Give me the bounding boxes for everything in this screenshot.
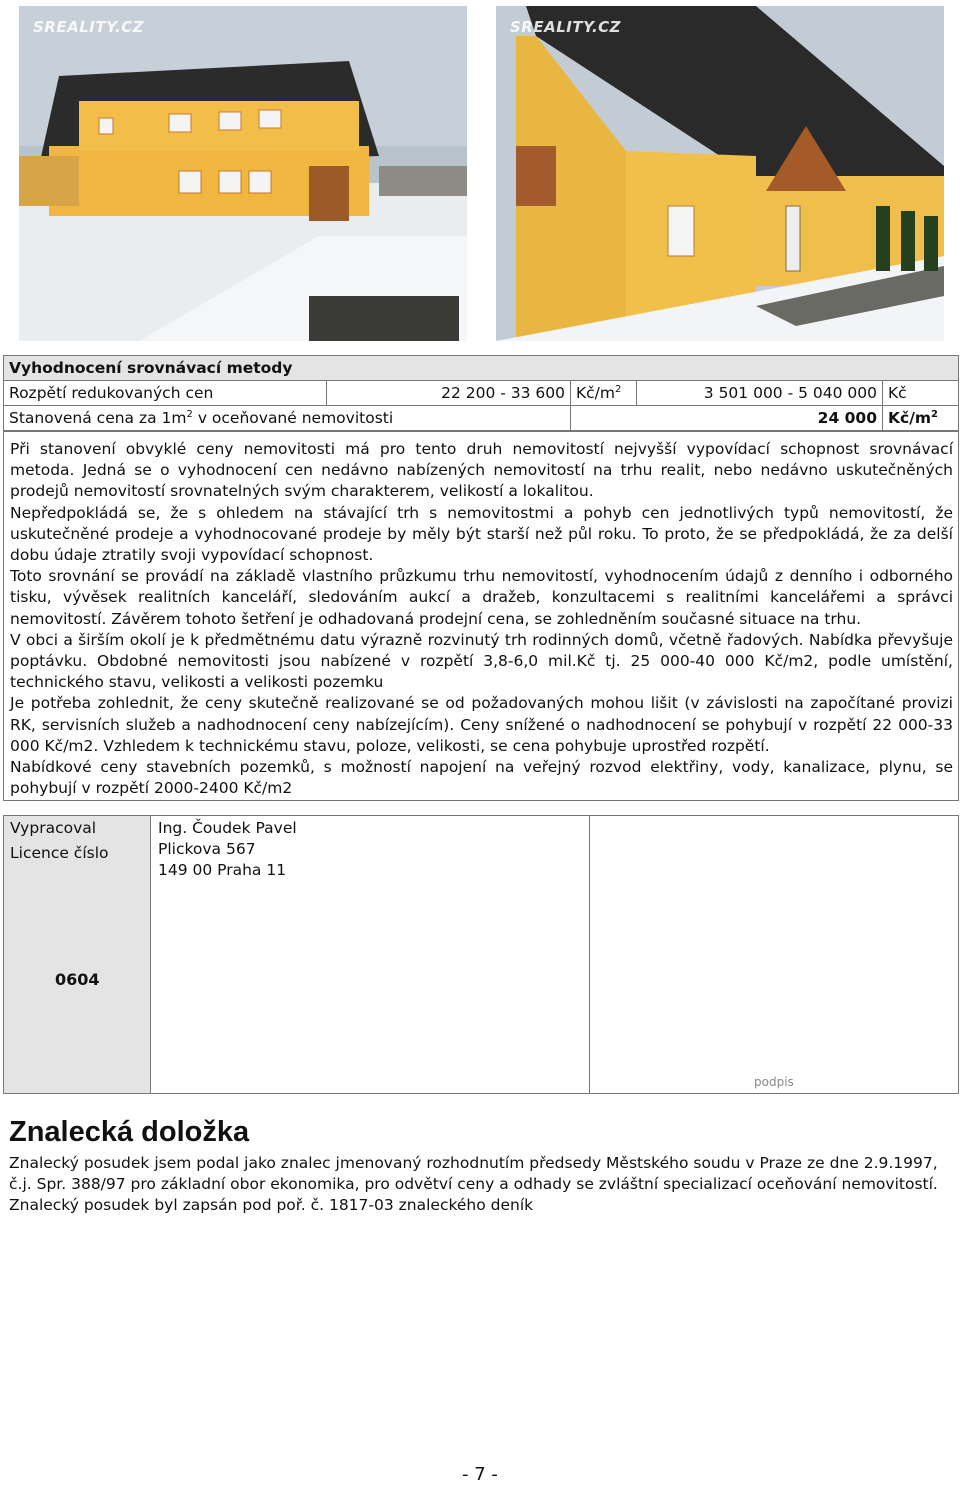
price-value: 24 000 xyxy=(571,406,883,431)
expert-clause-text xyxy=(9,1153,944,1217)
label-column xyxy=(4,816,151,1093)
description-paragraph: Nepředpokládá se, že s ohledem na stávající trh s nemovitostmi a pohyb cen jednotlivých typů nemovitostí, že uskutečněné prodeje a vyhodnocované prodeje by měly být starší než půl roku. To proto, že se předpokládá, že za delší dobu údaje ztratily svoji vypovídací schopnost. xyxy=(10,503,953,565)
watermark: SREALITY.CZ xyxy=(510,18,622,36)
clause-line: Znalecký posudek jsem podal jako znalec jmenovaný rozhodnutím předsedy Městského soudu v Praze ze dne 2.9.1997, xyxy=(9,1154,938,1172)
page-number: - 7 - xyxy=(462,1464,498,1485)
watermark: SREALITY.CZ xyxy=(33,18,145,36)
description-paragraph: Toto srovnání se provádí na základě vlastního průzkumu trhu nemovitostí, vyhodnocením údajů z denního i odborného tisku, vývěsek realitních kanceláří, sledováním aukcí a dražeb, konzultacemi s realitními kancelářemi a správci nemovitostí. Závěrem tohoto šetření je odhadovaná prodejní cena, se zohledněním současné situace na trhu. xyxy=(10,567,953,628)
description-paragraph: Při stanovení obvyklé ceny nemovitosti má pro tento druh nemovitostí nejvyšší vypovídací schopnost srovnávací metoda. Jedná se o vyhodnocení cen nedávno nabízených nemovitostí na trhu realit, nebo nedávno uskutečněných prodejů nemovitostí srovnatelných svým charakterem, velikostí a lokalitou. xyxy=(10,440,953,501)
description-paragraph: Je potřeba zohlednit, že ceny skutečně realizované se od požadovaných mohou lišit (v závislosti na započítané provizi RK, servisních služeb a nadhodnocení ceny nabízejícím). Ceny snížené o nadhodnocení se pohybují v rozpětí 22 000-33 000 Kč/m2. Vzhledem k technickému stavu, poloze, velikosti, se cena pohybuje uprostřed rozpětí. xyxy=(10,694,953,755)
house-side-illustration xyxy=(496,6,944,341)
range-row xyxy=(4,381,959,406)
expert-street: Plickova 567 xyxy=(158,840,256,858)
price-unit: $Kč/m^2$ xyxy=(883,406,959,431)
price-label: Stanovená cena za $1m^2$ v oceňované nemovitosti xyxy=(4,406,571,431)
house-front-illustration xyxy=(19,6,467,341)
price-row xyxy=(4,406,959,431)
description-paragraph: Nabídkové ceny stavebních pozemků, s možností napojení na veřejný rozvod elektřiny, vody, kanalizace, plynu, se pohybují v rozpětí 2000-2400 Kč/m2 xyxy=(10,758,953,798)
description-paragraph: V obci a širším okolí je k předmětnému datu výrazně rozvinutý trh rodinných domů, včetně řadových. Nabídka převyšuje poptávku. Obdobné nemovitosti jsou nabízené v rozpětí 3,8-6,0 mil.Kč tj. 25 000-40 000 Kč/m2, podle umístění, technického stavu, velikosti a velikosti pozemku xyxy=(10,630,953,692)
range-label: Rozpětí redukovaných cen xyxy=(4,381,327,406)
range-unit-price: 22 200 - 33 600 xyxy=(327,381,571,406)
comparison-evaluation-table xyxy=(3,355,959,431)
house-photo-side xyxy=(496,6,944,341)
prepared-by-label: Vypracoval xyxy=(10,819,97,837)
range-total-unit: Kč xyxy=(883,381,959,406)
range-unit-price-unit: $Kč/m^2$ xyxy=(571,381,637,406)
license-label: Licence číslo xyxy=(10,844,109,862)
address-column xyxy=(151,816,590,1093)
expert-city: 149 00 Praha 11 xyxy=(158,861,287,879)
signature-label: podpis xyxy=(754,1075,794,1089)
license-number: 0604 xyxy=(55,970,100,989)
signature-block xyxy=(3,815,959,1094)
expert-name: Ing. Čoudek Pavel xyxy=(158,819,297,837)
clause-line: č.j. Spr. 388/97 pro základní obor ekonomika, pro odvětví ceny a odhady se zvláštní specializací oceňování nemovitostí. xyxy=(9,1175,938,1194)
range-total: 3 501 000 - 5 040 000 xyxy=(637,381,883,406)
house-photo-front xyxy=(19,6,467,341)
evaluation-description xyxy=(3,431,959,801)
evaluation-heading: Vyhodnocení srovnávací metody xyxy=(4,356,959,381)
table-header-row xyxy=(4,356,959,381)
expert-clause-title: Znalecká doložka xyxy=(9,1116,250,1148)
clause-line: Znalecký posudek byl zapsán pod poř. č. 1817-03 znaleckého deník xyxy=(9,1196,534,1215)
